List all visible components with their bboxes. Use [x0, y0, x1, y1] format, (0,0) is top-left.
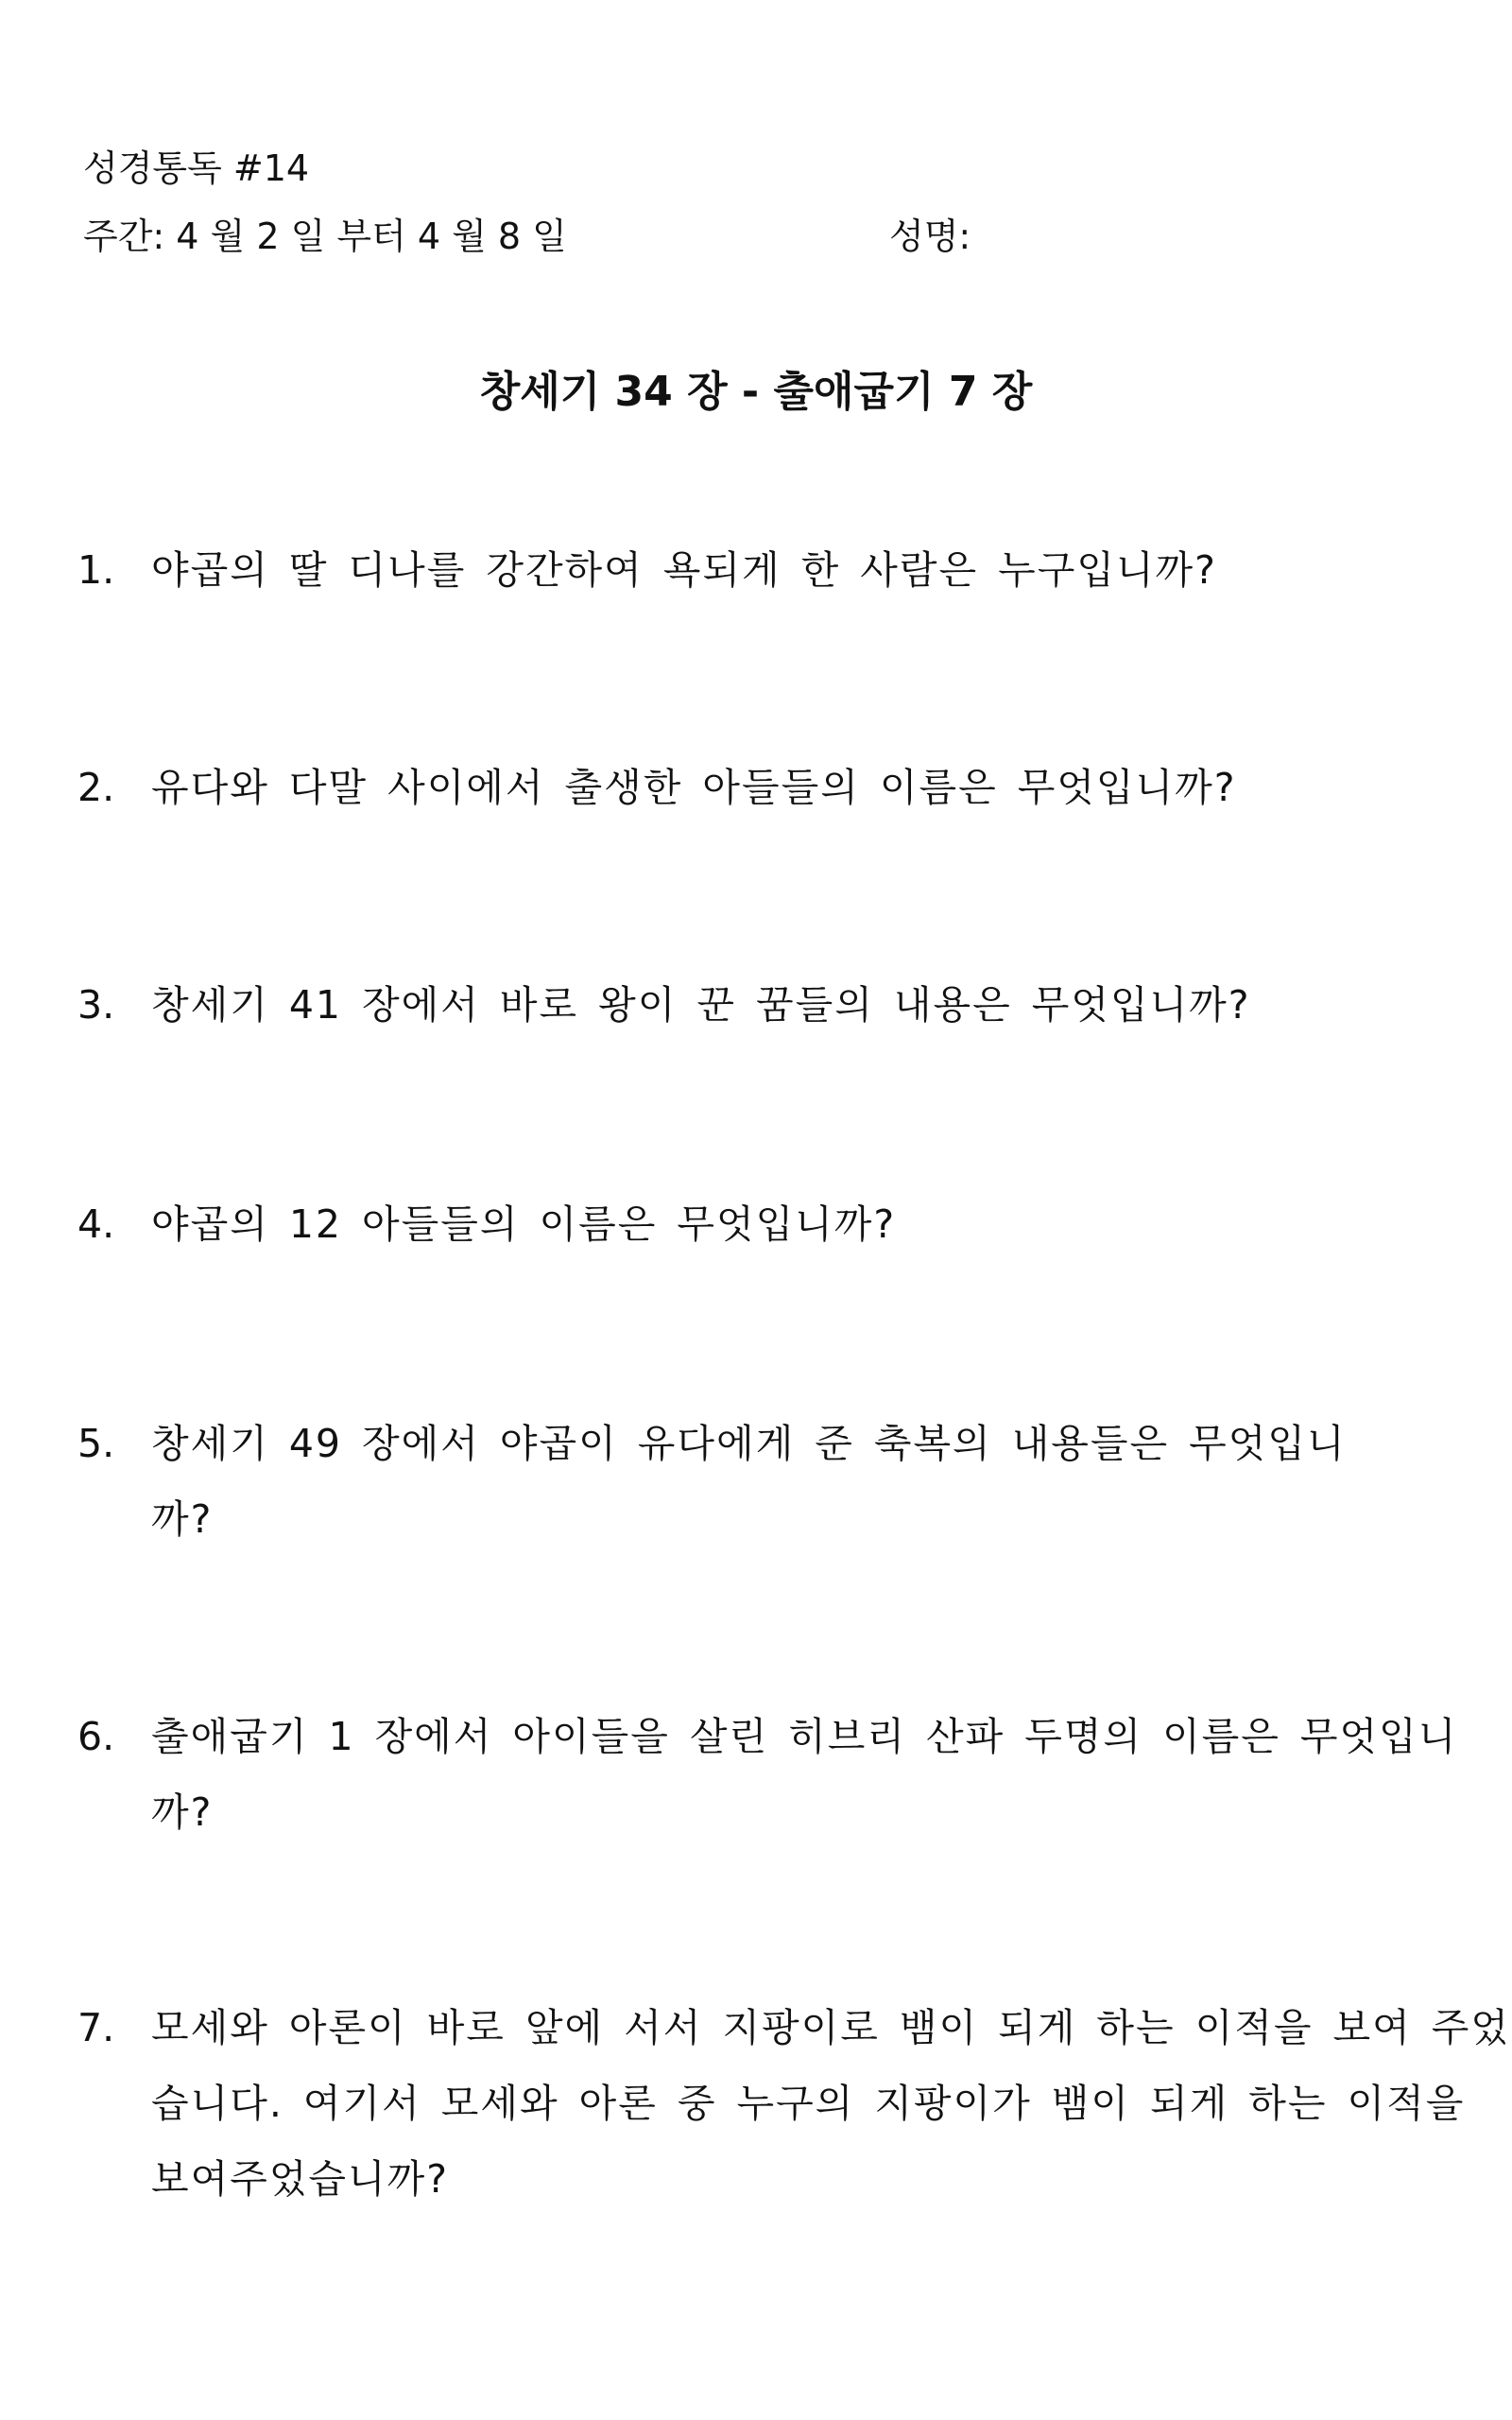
- question-6: [77, 1699, 1458, 1850]
- question-5: [77, 1406, 1438, 1557]
- question-2: [77, 750, 1438, 825]
- question-number: 4.: [77, 1201, 115, 1247]
- question-text: 창세기 49 장에서 야곱이 유다에게 준 축복의 내용들은 무엇입니까?: [151, 1421, 1347, 1542]
- question-3: [77, 967, 1438, 1043]
- question-4: [77, 1186, 1438, 1262]
- question-text: 야곱의 12 아들들의 이름은 무엇입니까?: [151, 1201, 897, 1247]
- question-number: 7.: [77, 2005, 115, 2050]
- question-7: [77, 1990, 1510, 2217]
- question-text: 유다와 다말 사이에서 출생한 아들들의 이름은 무엇입니까?: [151, 765, 1237, 810]
- page-title: 창세기 34 장 - 출애굽기 7 장: [479, 368, 1033, 416]
- week-line: [83, 202, 1425, 270]
- week-range: 주간: 4 월 2 일 부터 4 월 8 일: [83, 216, 567, 257]
- name-label: 성명:: [889, 216, 971, 257]
- reading-title: 성경통독 #14: [83, 147, 310, 189]
- question-number: 5.: [77, 1421, 115, 1466]
- question-number: 6.: [77, 1714, 115, 1759]
- question-number: 1.: [77, 547, 115, 593]
- worksheet-header: [83, 134, 1425, 270]
- question-1: [77, 532, 1438, 608]
- question-text: 야곱의 딸 디나를 강간하여 욕되게 한 사람은 누구입니까?: [151, 547, 1217, 593]
- question-number: 2.: [77, 765, 115, 810]
- question-text: 창세기 41 장에서 바로 왕이 꾼 꿈들의 내용은 무엇입니까?: [151, 982, 1251, 1028]
- question-text: 모세와 아론이 바로 앞에 서서 지팡이로 뱀이 되게 하는 이적을 보여 주었습니다. 여기서 모세와 아론 중 누구의 지팡이가 뱀이 되게 하는 이적을 보여주었습니까?: [151, 2005, 1510, 2202]
- question-number: 3.: [77, 982, 115, 1028]
- question-text: 출애굽기 1 장에서 아이들을 살린 히브리 산파 두명의 이름은 무엇입니까?: [151, 1714, 1458, 1835]
